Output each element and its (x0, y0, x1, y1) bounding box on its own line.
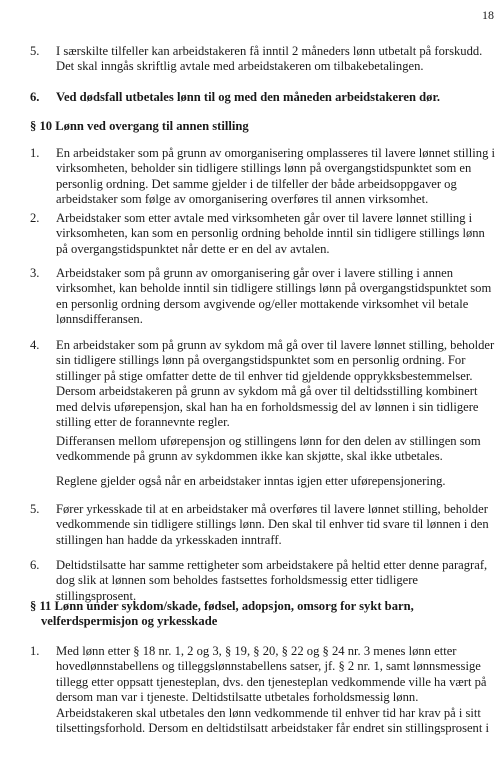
item-number: 1. (30, 146, 40, 160)
item-number: 1. (30, 644, 40, 658)
list-item (30, 44, 496, 75)
section-heading: § 10 Lønn ved overgang til annen stilling (30, 119, 249, 133)
paragraph (30, 474, 496, 489)
item-text: Arbeidstaker som etter avtale med virksomheten går over til lavere lønnet stilling i virksomheten, kan som en personlig ordning beholde inntil sin tidligere stillings lønn på overgangstidspunktet når dette er en del av avtalen. (56, 211, 485, 256)
item-text: Arbeidstaker som på grunn av omorganisering går over i lavere stilling i annen virksomhet, kan beholde inntil sin tidligere stillings lønn på overgangstidspunktet som en personlig ordning dersom avgivende og/eller mottakende virksomhet vil betale lønnsdifferansen. (56, 266, 492, 327)
item-number: 4. (30, 338, 40, 352)
item-text: Deltidstilsatte har samme rettigheter som arbeidstakere på heltid etter denne paragraf, dog slik at lønnen som beholdes fastsettes forholdsmessig etter tidligere stillingsprosent. (56, 558, 488, 603)
paragraph-text: Differansen mellom uførepensjon og stillingens lønn for den delen av stillingen som vedkommende på grunn av sykdommen ikke kan skjøtte, skal ikke utbetales. (56, 434, 481, 464)
paragraph (30, 434, 496, 465)
list-item (30, 502, 496, 548)
list-item (30, 90, 496, 105)
item-text: Ved dødsfall utbetales lønn til og med den måneden arbeidstakeren dør. (56, 90, 441, 104)
list-item (30, 266, 496, 328)
item-number: 5. (30, 44, 40, 58)
item-text: I særskilte tilfeller kan arbeidstakeren få inntil 2 måneders lønn utbetalt på forskudd. Det skal inngås skriftlig avtale med arbeidstakeren om tilbakebetalingen. (56, 44, 483, 74)
list-item (30, 338, 496, 430)
heading-line: § 11 Lønn under sykdom/skade, fødsel, adopsjon, omsorg for sykt barn, (30, 599, 414, 613)
item-text: Med lønn etter § 18 nr. 1, 2 og 3, § 19, § 20, § 22 og § 24 nr. 3 menes lønn etter hovedlønnstabellens og tilleggslønnstabellens satser, jf. § 2 nr. 1, samt lønnsmessige tillegg etter oppsatt tjenesteplan, dvs. den tjenesteplan vedkommende ville ha vært på dersom man var i tjeneste. Deltidstilsatte utbetales forholdsmessig lønn. Arbeidstakeren skal utbetales den lønn vedkommende til enhver tid har krav på i sitt tilsettingsforhold. Dersom en deltidstilsatt arbeidstaker får endret sin stillingsprosent i (56, 644, 490, 736)
section-heading (30, 599, 496, 630)
item-number: 6. (30, 90, 40, 104)
list-item (30, 644, 496, 736)
page-number: 18 (482, 8, 494, 22)
item-text: En arbeidstaker som på grunn av sykdom må gå over til lavere lønnet stilling, beholder sin tidligere stillings lønn på overgangstidspunktet som en personlig ordning. For stillinger på stige omfatter dette de til enhver tid gjeldende opprykksbestemmelser. Dersom arbeidstakeren på grunn av sykdom må gå over til deltidsstilling kombinert med delvis uførepensjon, skal han ha en forholdsmessig del av lønnen i sin tidligere stilling etter de forannevnte regler. (56, 338, 495, 430)
item-text: Fører yrkesskade til at en arbeidstaker må overføres til lavere lønnet stilling, beholder vedkommende sin tidligere stillings lønn. Den skal til enhver tid svare til lønnen i den stillingen han hadde da yrkesskaden inntraff. (56, 502, 489, 547)
item-text: En arbeidstaker som på grunn av omorganisering omplasseres til lavere lønnet stilling i virksomheten, beholder sin tidligere stillings lønn på overgangstidspunktet som en personlig ordning. Det samme gjelder i de tilfeller der både arbeidsoppgaver og arbeidstaker som følge av omorganisering overføres til annen virksomhet. (56, 146, 496, 207)
item-number: 6. (30, 558, 40, 572)
heading-line: velferdspermisjon og yrkesskade (41, 614, 218, 629)
item-number: 5. (30, 502, 40, 516)
item-number: 3. (30, 266, 40, 280)
list-item (30, 211, 496, 257)
item-number: 2. (30, 211, 40, 225)
list-item (30, 146, 496, 208)
paragraph-text: Reglene gjelder også når en arbeidstaker inntas igjen etter uførepensjonering. (56, 474, 446, 488)
list-item (30, 558, 496, 604)
